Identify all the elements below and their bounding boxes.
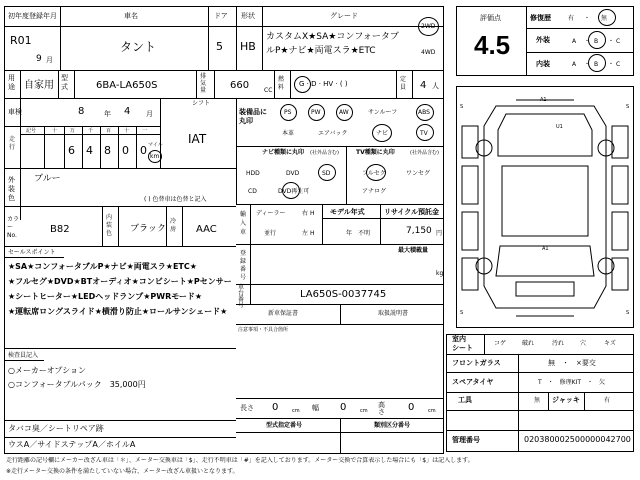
ac-label: 冷房 bbox=[170, 218, 177, 233]
shift-value: IAT bbox=[188, 132, 207, 146]
seat-label-2: シート bbox=[452, 344, 473, 352]
exterior-note: ( ) 色替車は色替と記入 bbox=[144, 196, 207, 203]
height-label: 高さ bbox=[378, 401, 385, 416]
exterior-grade-label: 外装 bbox=[536, 36, 550, 44]
displacement-unit: CC bbox=[264, 87, 273, 94]
sales-line-2: ★フルセグ★DVD★BTオーディオ★コンビシート★Pセンサー bbox=[8, 277, 232, 286]
inspection-year-unit: 年 bbox=[104, 110, 111, 118]
sales-line-4: ★運転席ロングスライド★横滑り防止★ロールサンシェード★ bbox=[8, 307, 228, 316]
mileage-digit-3: 8 bbox=[104, 144, 111, 157]
digit-label-1: 十 bbox=[52, 128, 58, 134]
import-handle-r: H bbox=[310, 210, 315, 217]
inspection-month: 4 bbox=[124, 106, 131, 117]
model-value: 6BA-LA650S bbox=[96, 80, 158, 91]
diagram-s-4: S bbox=[626, 310, 630, 316]
digit-label-6: 一 bbox=[142, 128, 148, 134]
month-value: 9 bbox=[36, 54, 42, 64]
usage-value: 自家用 bbox=[24, 80, 54, 91]
ext-grade-b: B bbox=[594, 38, 599, 45]
first-reg-label: 初年度登録年月 bbox=[8, 12, 57, 20]
tv-oneseg: ワンセグ bbox=[406, 170, 431, 177]
navi-dvd-play: DVD再生可 bbox=[278, 188, 310, 195]
sales-line-1: ★SA★コンフォータブルP★ナビ★両電スラ★ETC★ bbox=[8, 262, 197, 271]
repair-opt-2: ・ bbox=[584, 15, 591, 22]
equipment-label bbox=[239, 108, 267, 126]
capacity-label: 定員 bbox=[400, 76, 407, 91]
manual-label: 取扱説明書 bbox=[378, 310, 409, 317]
door-label: ドア bbox=[214, 12, 228, 20]
drive-2wd: 2WD bbox=[421, 23, 436, 30]
month-unit: 月 bbox=[46, 56, 53, 64]
ext-grade-dot1: ・ bbox=[584, 38, 591, 45]
fuel-value: G · D · HV · ( ) bbox=[299, 80, 348, 88]
name-label: 車名 bbox=[124, 12, 138, 20]
score-value: 4.5 bbox=[474, 30, 511, 60]
grade-line2: ルP★ナビ★両電スラ★ETC bbox=[266, 46, 376, 56]
navi-title: ナビ種類に丸印 bbox=[262, 149, 305, 156]
front-glass-value: 無 ・ ×要交 bbox=[548, 359, 596, 367]
model-label: 型式 bbox=[61, 74, 68, 91]
tool-label: 工具 bbox=[458, 396, 472, 404]
max-load-label: 最大積載量 bbox=[398, 247, 429, 254]
equipment-label-1: 装備品に bbox=[239, 108, 267, 116]
import-left: 左 bbox=[302, 230, 309, 237]
mileage-digit-1: 6 bbox=[68, 144, 75, 157]
repair-opt-1: 有 bbox=[568, 15, 575, 22]
inspection-year: 8 bbox=[78, 106, 85, 117]
car-diagram bbox=[456, 86, 634, 328]
max-load-unit: kg bbox=[436, 270, 444, 277]
tv-fullseg: フルセグ bbox=[362, 170, 386, 177]
diagram-a1-bottom: A1 bbox=[542, 246, 549, 252]
repair-opt-3: 無 bbox=[601, 15, 608, 22]
height-value: 0 bbox=[408, 402, 415, 413]
capacity-unit: 人 bbox=[432, 82, 439, 90]
inspector-line-1: ○メーカーオプション bbox=[8, 366, 86, 375]
recycle-value: 7,150 bbox=[406, 226, 432, 236]
navi-note: (社外品含む) bbox=[310, 150, 339, 156]
length-unit: cm bbox=[292, 408, 300, 414]
color-no-value: B82 bbox=[50, 224, 70, 235]
equip-airbag: エアバック bbox=[318, 130, 348, 137]
recycle-label: リサイクル預託金 bbox=[384, 208, 440, 216]
diagram-u1: U1 bbox=[556, 124, 563, 130]
import-label: 輸入車 bbox=[240, 211, 247, 236]
chassis-value: LA650S-0037745 bbox=[300, 289, 387, 300]
digit-label-5: 十 bbox=[124, 128, 130, 134]
tv-title: TV種類に丸印 bbox=[356, 149, 395, 156]
equipment-label-2: 丸印 bbox=[239, 117, 253, 125]
digit-label-4: 百 bbox=[106, 128, 112, 134]
seat-item-2: 破れ bbox=[522, 340, 535, 347]
first-reg-value: R01 bbox=[10, 34, 32, 47]
damage-line-2: ウスA／サイドステップA／ホイルA bbox=[8, 440, 136, 449]
width-unit: cm bbox=[360, 408, 368, 414]
inspection-month-unit: 月 bbox=[146, 110, 153, 118]
model-year-label: モデル年式 bbox=[330, 208, 365, 216]
navi-dvd: DVD bbox=[286, 170, 300, 177]
equip-ps: PS bbox=[284, 109, 292, 116]
equip-aw: AW bbox=[339, 109, 349, 116]
seat-item-5: キズ bbox=[604, 340, 616, 347]
equip-tv: TV bbox=[420, 130, 428, 137]
exterior-label bbox=[8, 176, 18, 203]
reg-no-label: 登録番号 bbox=[240, 250, 247, 281]
exterior-label-1: 外装 bbox=[8, 176, 15, 193]
recycle-unit: 円 bbox=[436, 230, 443, 237]
seat-label-1: 室内 bbox=[452, 335, 466, 343]
int-grade-b: B bbox=[594, 61, 599, 68]
tv-analog: アナログ bbox=[362, 188, 387, 195]
notes-header: 注意事項・不具合箇所 bbox=[238, 327, 289, 333]
import-dealer: ディーラー bbox=[256, 210, 286, 217]
displacement-value: 660 bbox=[230, 80, 250, 91]
tv-note: (社外品含む) bbox=[410, 150, 439, 156]
capacity-value: 4 bbox=[420, 80, 427, 91]
diagram-s-2: S bbox=[626, 104, 630, 110]
exterior-label-2: 色 bbox=[8, 194, 15, 202]
equip-navi: ナビ bbox=[376, 130, 389, 137]
usage-label: 用途 bbox=[8, 74, 15, 91]
drive-4wd: 4WD bbox=[421, 49, 436, 56]
inspector-line-2: ○コンフォータブルパック 35,000円 bbox=[8, 380, 146, 389]
mileage-digit-5: 0 bbox=[140, 144, 147, 157]
chassis-label: 車台番号 bbox=[238, 284, 245, 309]
diagram-s-1: S bbox=[460, 104, 464, 110]
seat-item-3: 汚れ bbox=[552, 340, 565, 347]
new-car-warranty: 新車保証書 bbox=[268, 310, 299, 317]
shape-value: HB bbox=[240, 40, 256, 53]
int-grade-c: C bbox=[616, 61, 621, 68]
interior-label: 内装色 bbox=[106, 214, 113, 237]
navi-cd: CD bbox=[248, 188, 257, 195]
door-value: 5 bbox=[216, 40, 223, 53]
length-label: 長さ bbox=[240, 404, 254, 412]
category-label: 類別区分番号 bbox=[374, 422, 411, 429]
km-label: km bbox=[150, 153, 160, 160]
width-value: 0 bbox=[340, 402, 347, 413]
manage-label: 管理番号 bbox=[452, 436, 480, 444]
diagram-s-3: S bbox=[460, 310, 464, 316]
tool-value: 無 bbox=[534, 397, 541, 404]
navi-sd: SD bbox=[322, 170, 331, 177]
int-grade-dot2: ・ bbox=[608, 61, 615, 68]
height-unit: cm bbox=[428, 408, 436, 414]
manage-value: 020380002500000042700 bbox=[524, 435, 631, 444]
digit-label-2: 万 bbox=[70, 128, 76, 134]
color-no-label: カラーNo. bbox=[7, 216, 20, 239]
equip-pw: PW bbox=[311, 109, 321, 116]
ac-value: AAC bbox=[196, 224, 217, 235]
displacement-label: 排気量 bbox=[200, 73, 207, 94]
exterior-value: ブルー bbox=[34, 174, 61, 184]
seat-label bbox=[452, 335, 473, 353]
ext-grade-c: C bbox=[616, 38, 621, 45]
name-value: タント bbox=[120, 40, 157, 54]
navi-hdd: HDD bbox=[246, 170, 260, 177]
equip-abs: ABS bbox=[418, 109, 430, 116]
shift-label: シフト bbox=[192, 100, 211, 107]
damage-line-1: タバコ臭／シートリペア跡 bbox=[8, 424, 104, 433]
interior-grade-label: 内装 bbox=[536, 60, 550, 68]
seat-item-1: コゲ bbox=[494, 340, 507, 347]
jack-value: 有 bbox=[604, 397, 611, 404]
digit-label-3: 千 bbox=[88, 128, 94, 134]
ext-grade-dot2: ・ bbox=[608, 38, 615, 45]
interior-value: ブラック bbox=[130, 224, 166, 234]
int-grade-a: A bbox=[572, 61, 577, 68]
mileage-digit-4: 0 bbox=[122, 144, 129, 157]
import-handle-l: H bbox=[310, 230, 315, 237]
mileage-label: 走行 bbox=[9, 136, 16, 151]
jack-label: ジャッキ bbox=[552, 396, 580, 404]
width-label: 幅 bbox=[312, 404, 319, 412]
model-year-value: 年 不明 bbox=[346, 230, 371, 237]
sales-points-title: セールスポイント bbox=[8, 249, 56, 256]
grade-line1: カスタムX★SA★コンフォータブ bbox=[266, 32, 399, 42]
fuel-label: 燃料 bbox=[278, 76, 285, 91]
int-grade-dot1: ・ bbox=[584, 61, 591, 68]
footer-line-1: 走行距離の記号欄にメーカー改ざん車は「＊」、メーター交換車は「$」、走行不明車は「#」を記入しております。メーター交換で合算表示した場合にも「$」は記入します。 bbox=[6, 457, 474, 464]
equip-sunroof: サンルーフ bbox=[368, 109, 398, 116]
front-glass-label: フロントガラス bbox=[452, 359, 501, 367]
diagram-a1-top: A1 bbox=[540, 97, 547, 103]
spare-value: T ・ 修理KIT ・ 欠 bbox=[538, 379, 606, 386]
mileage-digit-2: 4 bbox=[86, 144, 93, 157]
spare-label: スペアタイヤ bbox=[452, 378, 494, 386]
digit-label-0: 記号 bbox=[26, 128, 37, 134]
type-designation-label: 型式指定番号 bbox=[266, 422, 303, 429]
import-right: 右 bbox=[302, 210, 309, 217]
repair-label: 修復歴 bbox=[530, 14, 551, 22]
grade-label: グレード bbox=[330, 12, 358, 20]
ext-grade-a: A bbox=[572, 38, 577, 45]
import-parallel: 並行 bbox=[264, 230, 277, 237]
score-label: 評価点 bbox=[480, 14, 501, 22]
equip-leather: 本革 bbox=[282, 130, 295, 137]
footer-line-2: ※走行メーター交換の条件を満たしていない場合、メーター改ざん車扱いとなります。 bbox=[6, 468, 239, 475]
length-value: 0 bbox=[272, 402, 279, 413]
sales-line-3: ★シートヒーター★LEDヘッドランプ★PWRモード★ bbox=[8, 292, 203, 301]
inspector-title: 検査員記入 bbox=[8, 352, 39, 359]
inspection-label: 車検 bbox=[8, 108, 22, 116]
seat-item-4: 穴 bbox=[580, 340, 587, 347]
mile-label: マイル bbox=[148, 142, 163, 148]
shape-label: 形状 bbox=[241, 12, 255, 20]
